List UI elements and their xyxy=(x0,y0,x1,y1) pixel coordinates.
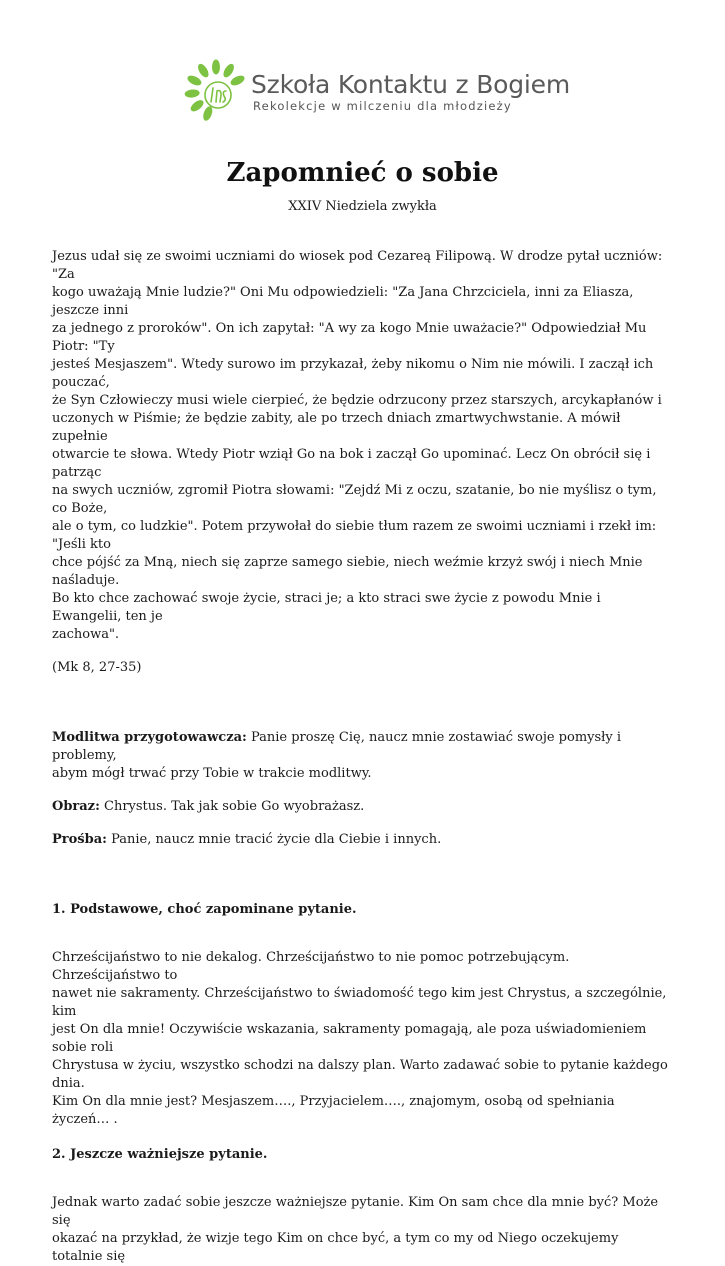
sun-logo-icon xyxy=(183,58,249,124)
paragraph-line: Chrześcijaństwo to nie dekalog. Chrześcijaństwo to nie pomoc potrzebującym. Chrześcijaństwo to xyxy=(52,950,570,983)
prayer-text: Panie proszę Cię, naucz mnie zostawiać swoje pomysły i problemy, xyxy=(52,730,622,763)
image-label: Obraz: xyxy=(52,799,100,814)
section-paragraph xyxy=(52,949,672,1129)
gospel-line: na swych uczniów, zgromił Piotra słowami: "Zejdź Mi z oczu, szatanie, bo nie myślisz o tym, co Boże, xyxy=(52,483,657,516)
section-heading: 1. Podstawowe, choć zapominane pytanie. xyxy=(52,902,357,917)
preparatory-prayer xyxy=(52,729,672,783)
paragraph-line: nawet nie sakramenty. Chrześcijaństwo to świadomość tego kim jest Chrystus, a szczególnie, kim xyxy=(52,986,667,1019)
section-heading: 2. Jeszcze ważniejsze pytanie. xyxy=(52,1147,268,1162)
page-subtitle: XXIV Niedziela zwykła xyxy=(288,199,437,214)
paragraph-line: jest On dla mnie! Oczywiście wskazania, sakramenty pomagają, ale poza uświadomieniem sobie roli xyxy=(52,1022,647,1055)
image-paragraph xyxy=(52,798,672,816)
gospel-line: otwarcie te słowa. Wtedy Piotr wziął Go na bok i zaczął Go upominać. Lecz On obrócił się i patrząc xyxy=(52,447,651,480)
page-title: Zapomnieć o sobie xyxy=(226,158,499,188)
gospel-line: że Syn Człowieczy musi wiele cierpieć, że będzie odrzucony przez starszych, arcykapłanów i xyxy=(52,393,662,408)
gospel-line: jesteś Mesjaszem". Wtedy surowo im przykazał, żeby nikomu o Nim nie mówili. I zaczął ich pouczać, xyxy=(52,357,654,390)
request-label: Prośba: xyxy=(52,832,107,847)
logo xyxy=(183,58,570,128)
paragraph-line: Kim On dla mnie jest? Mesjaszem…., Przyjacielem…., znajomym, osobą od spełniania życzeń… . xyxy=(52,1094,615,1127)
gospel-line: Jezus udał się ze swoimi uczniami do wiosek pod Cezareą Filipową. W drodze pytał uczniów: "Za xyxy=(52,249,663,282)
prayer-text: abym mógł trwać przy Tobie w trakcie modlitwy. xyxy=(52,766,372,781)
image-text: Chrystus. Tak jak sobie Go wyobrażasz. xyxy=(99,799,365,814)
gospel-line: Bo kto chce zachować swoje życie, straci je; a kto straci swe życie z powodu Mnie i Ewangelii, ten je xyxy=(52,591,601,624)
logo-title: Szkoła Kontaktu z Bogiem xyxy=(251,70,570,99)
document-body xyxy=(52,248,672,1266)
request-paragraph xyxy=(52,831,672,849)
logo-subtitle: Rekolekcje w milczeniu dla młodzieży xyxy=(253,99,512,113)
gospel-line: ale o tym, co ludzkie". Potem przywołał do siebie tłum razem ze swoimi uczniami i rzekł im: "Jeśli kto xyxy=(52,519,657,552)
prayer-label: Modlitwa przygotowawcza: xyxy=(52,730,247,745)
section-paragraph xyxy=(52,1194,672,1266)
gospel-text xyxy=(52,248,672,644)
gospel-line: kogo uważają Mnie ludzie?" Oni Mu odpowiedzieli: "Za Jana Chrzciciela, inni za Eliasza, jeszcze inni xyxy=(52,285,634,318)
gospel-line: za jednego z proroków". On ich zapytał: "A wy za kogo Mnie uważacie?" Odpowiedział Mu Piotr: "Ty xyxy=(52,321,647,354)
paragraph-line: Jednak warto zadać sobie jeszcze ważniejsze pytanie. Kim On sam chce dla mnie być? Może się xyxy=(52,1195,659,1228)
gospel-line: chce pójść za Mną, niech się zaprze samego siebie, niech weźmie krzyż swój i niech Mnie naśladuje. xyxy=(52,555,643,588)
paragraph-line: Chrystusa w życiu, wszystko schodzi na dalszy plan. Warto zadawać sobie to pytanie każdego dnia. xyxy=(52,1058,668,1091)
gospel-reference: (Mk 8, 27-35) xyxy=(52,660,142,675)
request-text: Panie, naucz mnie tracić życie dla Ciebie i innych. xyxy=(106,832,442,847)
gospel-line: uczonych w Piśmie; że będzie zabity, ale po trzech dniach zmartwychwstanie. A mówił zupełnie xyxy=(52,411,621,444)
gospel-line: zachowa". xyxy=(52,627,120,642)
paragraph-line: okazać na przykład, że wizje tego Kim on chce być, a tym co my od Niego oczekujemy totalnie się xyxy=(52,1231,619,1264)
